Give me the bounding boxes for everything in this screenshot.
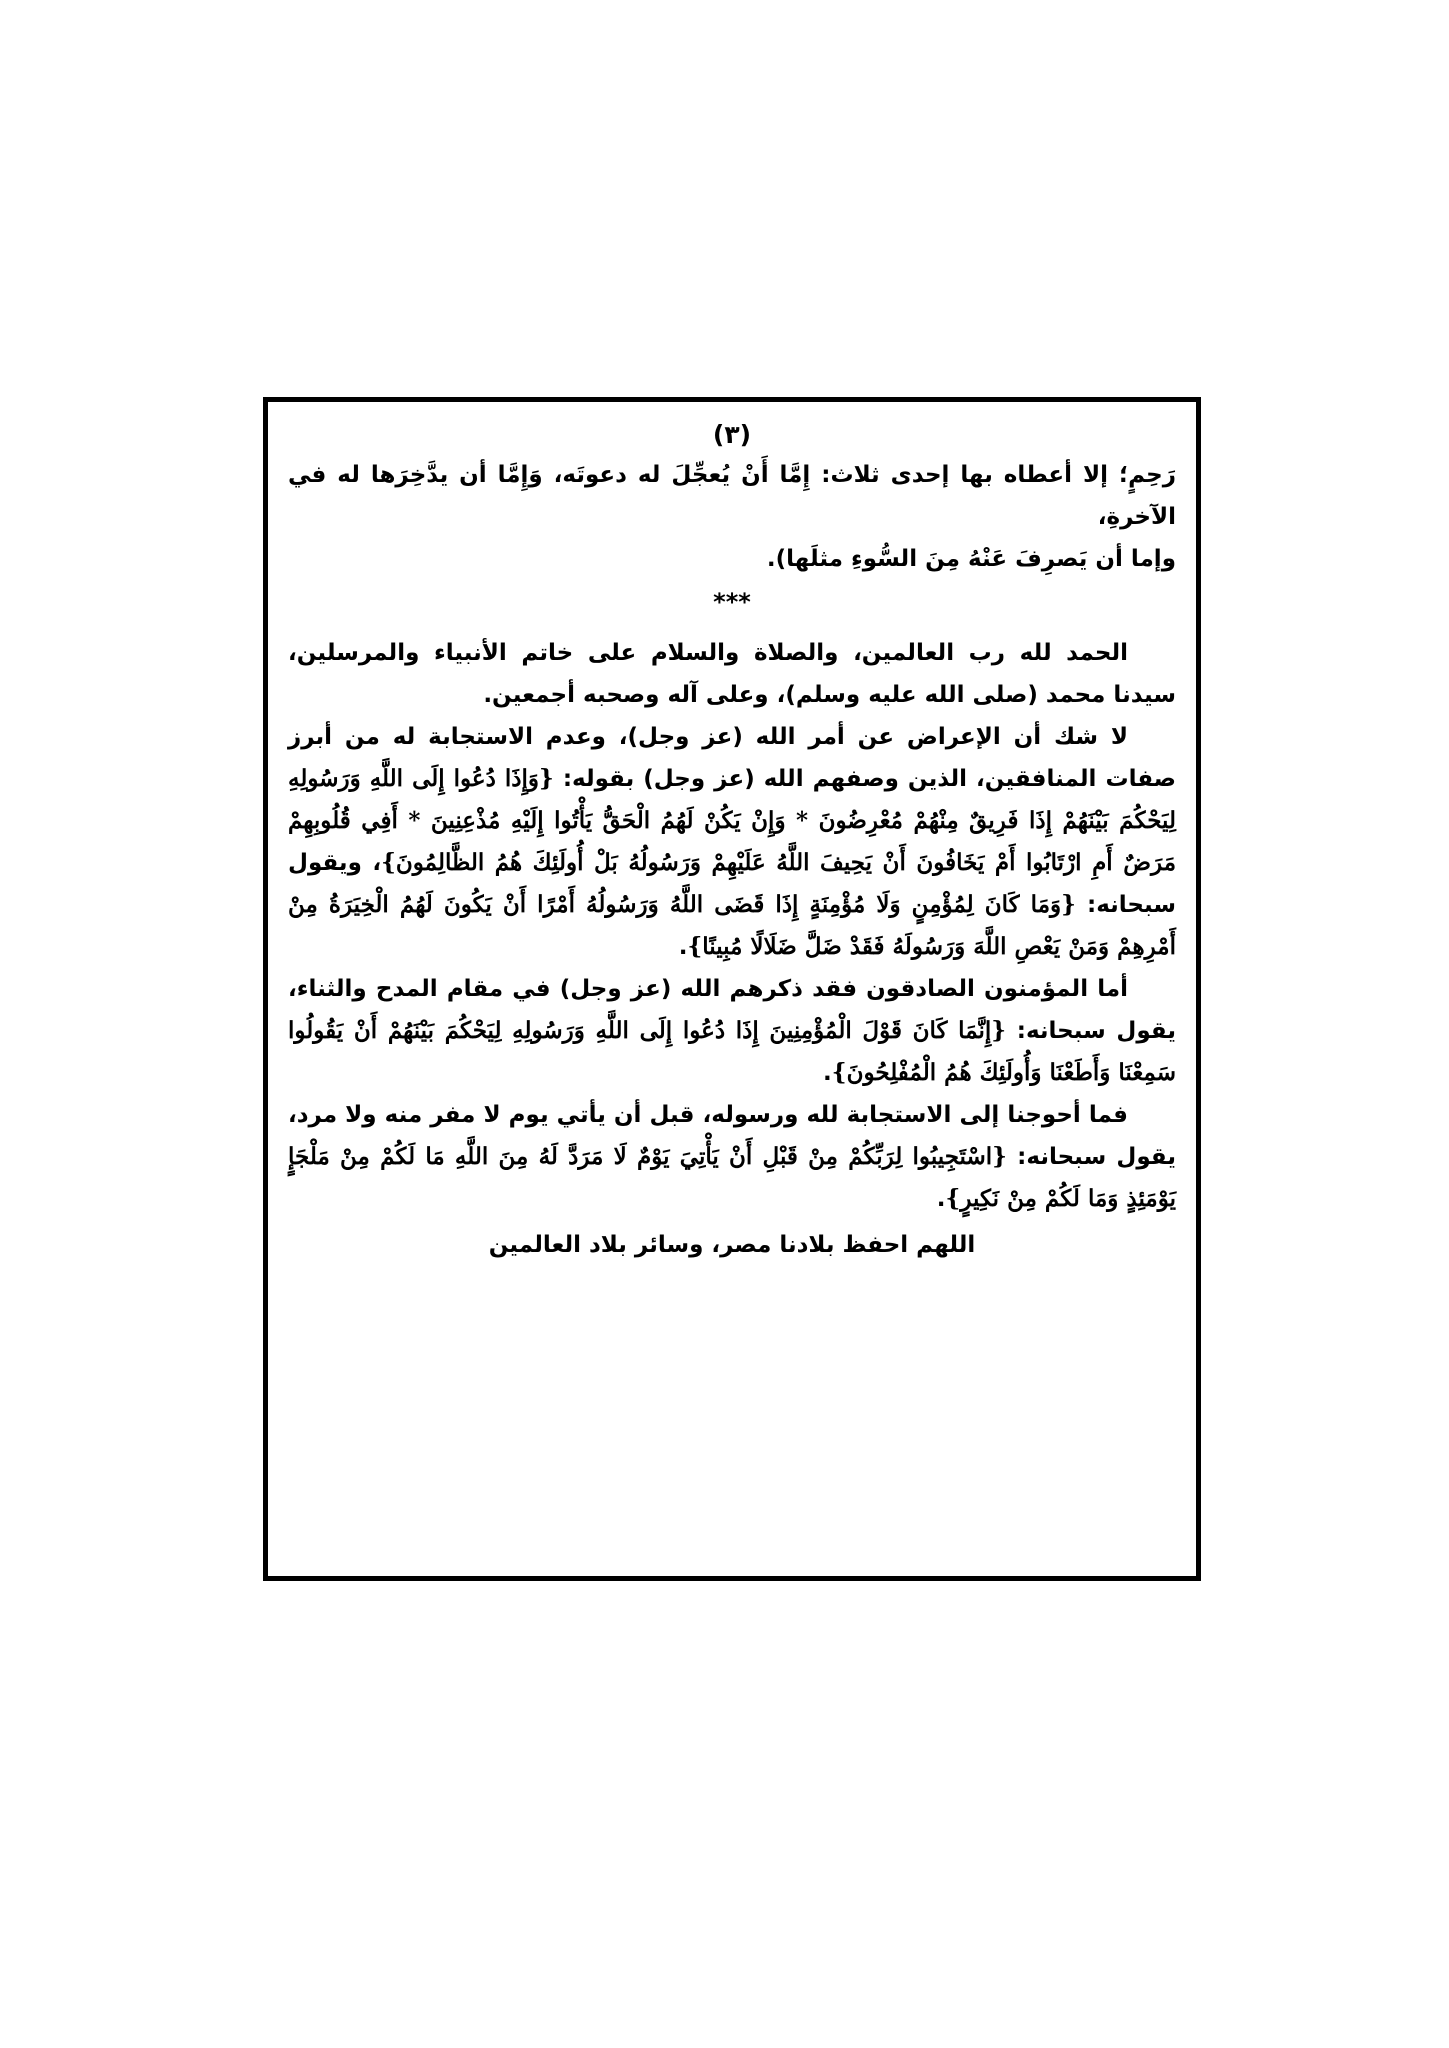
paragraph-response-end: .	[936, 1186, 946, 1212]
paragraph-hypocrites-end: .	[678, 934, 688, 960]
page-frame	[263, 397, 1201, 1581]
paragraph-believers-intro: أما المؤمنون الصادقون فقد ذكرهم الله (عز وجل) في مقام المدح والثناء، يقول سبحانه:	[288, 976, 1176, 1044]
section-separator: ***	[713, 588, 751, 616]
quran-verse-hypocrites: {وَإِذَا دُعُوا إِلَى اللَّهِ وَرَسُولِهِ لِيَحْكُمَ بَيْنَهُمْ إِذَا فَرِيقٌ مِنْهُمْ مُعْرِضُونَ * وَإِنْ يَكُنْ لَهُمُ الْحَقُّ يَأْتُوا إِلَيْهِ مُذْعِنِينَ * أَفِي قُلُوبِهِمْ مَرَضٌ أَمِ ارْتَابُوا أَمْ يَخَافُونَ أَنْ يَحِيفَ اللَّهُ عَلَيْهِمْ وَرَسُولُهُ بَلْ أُولَئِكَ هُمُ الظَّالِمُونَ}	[288, 765, 1177, 876]
paragraph-hypocrites-intro: لا شك أن الإعراض عن أمر الله (عز وجل)، وعدم الاستجابة له من أبرز صفات المنافقين، الذين وصفهم الله (عز وجل) بقوله:	[288, 724, 1176, 792]
paragraph-believers	[288, 968, 1176, 1094]
paragraph-response	[288, 1094, 1176, 1220]
paragraph-hypocrites-mid: ، ويقول سبحانه:	[288, 850, 1176, 918]
paragraph-hypocrites	[288, 716, 1176, 968]
paragraph-praise: الحمد لله رب العالمين، والصلاة والسلام على خاتم الأنبياء والمرسلين، سيدنا محمد (صلى الله عليه وسلم)، وعلى آله وصحبه أجمعين.	[288, 640, 1176, 708]
paragraph-response-intro: فما أحوجنا إلى الاستجابة لله ورسوله، قبل أن يأتي يوم لا مفر منه ولا مرد، يقول سبحانه:	[288, 1102, 1176, 1170]
intro-line-2: وإما أن يَصرِفَ عَنْهُ مِنَ السُّوءِ مثلَها).	[766, 546, 1176, 572]
quran-verse-response: {اسْتَجِيبُوا لِرَبِّكُمْ مِنْ قَبْلِ أَنْ يَأْتِيَ يَوْمٌ لَا مَرَدَّ لَهُ مِنَ اللَّهِ مَا لَكُمْ مِنْ مَلْجَإٍ يَوْمَئِذٍ وَمَا لَكُمْ مِنْ نَكِيرٍ}	[288, 1143, 1176, 1212]
quran-verse-obedience: {وَمَا كَانَ لِمُؤْمِنٍ وَلَا مُؤْمِنَةٍ إِذَا قَضَى اللَّهُ وَرَسُولُهُ أَمْرًا أَنْ يَكُونَ لَهُمُ الْخِيَرَةُ مِنْ أَمْرِهِمْ وَمَنْ يَعْصِ اللَّهَ وَرَسُولَهُ فَقَدْ ضَلَّ ضَلَالًا مُبِينًا}	[288, 891, 1176, 960]
closing-prayer: اللهم احفظ بلادنا مصر، وسائر بلاد العالمين	[488, 1232, 976, 1258]
intro-line-1: رَحِمٍ؛ إلا أعطاه بها إحدى ثلاث: إِمَّا أَنْ يُعجِّلَ له دعوتَه، وَإِمَّا أن يدَّخِرَها له في الآخرةِ،	[288, 462, 1176, 530]
page-number: (٣)	[712, 420, 752, 449]
quran-verse-believers: {إِنَّمَا كَانَ قَوْلَ الْمُؤْمِنِينَ إِذَا دُعُوا إِلَى اللَّهِ وَرَسُولِهِ لِيَحْكُمَ بَيْنَهُمْ أَنْ يَقُولُوا سَمِعْنَا وَأَطَعْنَا وَأُولَئِكَ هُمُ الْمُفْلِحُونَ}	[288, 1017, 1176, 1086]
paragraph-believers-end: .	[823, 1060, 832, 1086]
